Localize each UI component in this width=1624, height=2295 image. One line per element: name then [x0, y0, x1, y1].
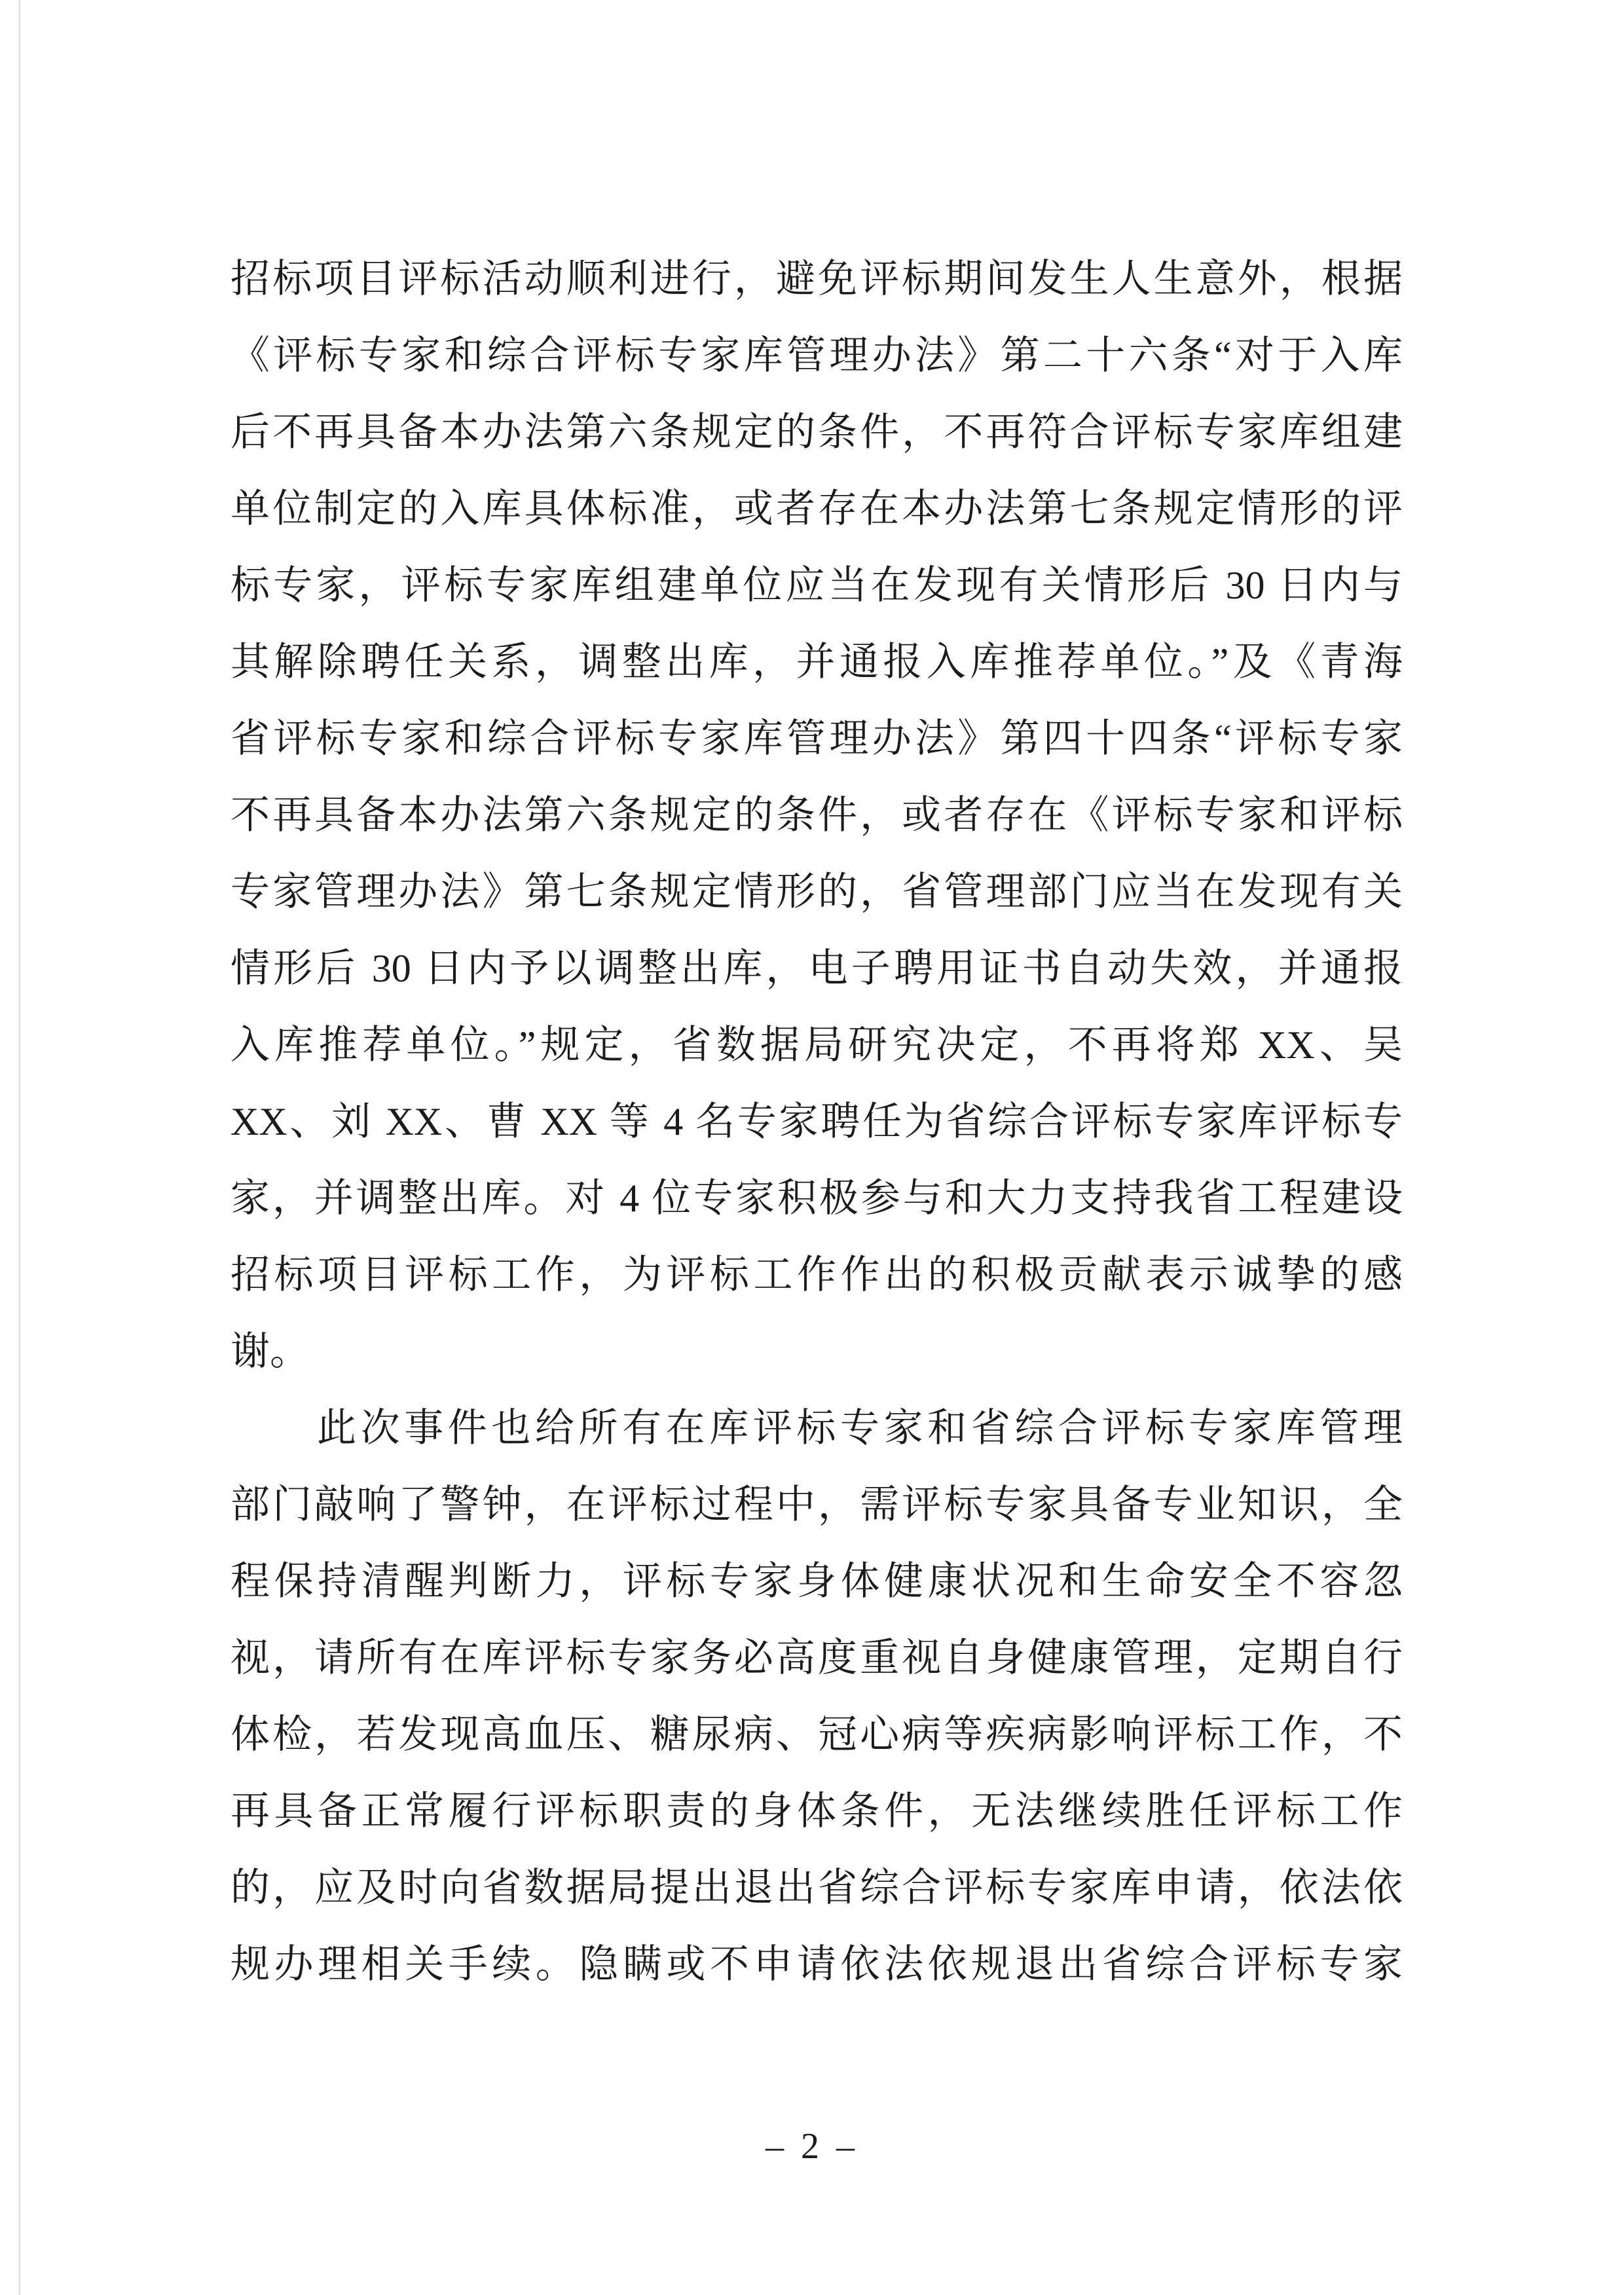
- text-line: 不再具备本办法第六条规定的条件，或者存在《评标专家和评标: [231, 794, 1403, 837]
- text-line: 视，请所有在库评标专家务必高度重视自身健康管理，定期自行: [231, 1636, 1403, 1680]
- page-number: – 2 –: [766, 2126, 858, 2167]
- text-line: 标专家，评标专家库组建单位应当在发现有关情形后 30 日内与: [231, 564, 1403, 607]
- text-line: 单位制定的入库具体标准，或者存在本办法第七条规定情形的评: [231, 487, 1403, 530]
- text-line: XX、刘 XX、曹 XX 等 4 名专家聘任为省综合评标专家库评标专: [231, 1100, 1403, 1143]
- text-line: 入库推荐单位。”规定，省数据局研究决定，不再将郑 XX、吴: [231, 1023, 1403, 1067]
- body-text: [231, 241, 1403, 2003]
- text-line: 招标项目评标工作，为评标工作作出的积极贡献表示诚挚的感: [231, 1253, 1403, 1296]
- text-line: 其解除聘任关系，调整出库，并通报入库推荐单位。”及《青海: [231, 640, 1403, 684]
- text-line: 的，应及时向省数据局提出退出省综合评标专家库申请，依法依: [231, 1866, 1403, 1909]
- text-line: 家，并调整出库。对 4 位专家积极参与和大力支持我省工程建设: [231, 1177, 1403, 1220]
- scan-edge-line: [19, 0, 20, 2295]
- text-line: 后不再具备本办法第六条规定的条件，不再符合评标专家库组建: [231, 411, 1403, 454]
- text-line: 省评标专家和综合评标专家库管理办法》第四十四条“评标专家: [231, 717, 1403, 760]
- text-line: 谢。: [231, 1330, 309, 1373]
- text-line: 再具备正常履行评标职责的身体条件，无法继续胜任评标工作: [231, 1790, 1403, 1833]
- text-line: 体检，若发现高血压、糖尿病、冠心病等疾病影响评标工作，不: [231, 1713, 1403, 1756]
- text-line: 规办理相关手续。隐瞒或不申请依法依规退出省综合评标专家: [231, 1943, 1403, 1986]
- text-line: 专家管理办法》第七条规定情形的，省管理部门应当在发现有关: [231, 870, 1403, 913]
- text-line: 程保持清醒判断力，评标专家身体健康状况和生命安全不容忽: [231, 1560, 1403, 1603]
- text-line: 情形后 30 日内予以调整出库，电子聘用证书自动失效，并通报: [231, 947, 1403, 990]
- text-line-paragraph-start: 此次事件也给所有在库评标专家和省综合评标专家库管理: [317, 1406, 1403, 1450]
- text-line: 《评标专家和综合评标专家库管理办法》第二十六条“对于入库: [231, 334, 1403, 377]
- text-line: 招标项目评标活动顺利进行，避免评标期间发生人生意外，根据: [231, 257, 1403, 301]
- text-line: 部门敲响了警钟，在评标过程中，需评标专家具备专业知识，全: [231, 1483, 1403, 1526]
